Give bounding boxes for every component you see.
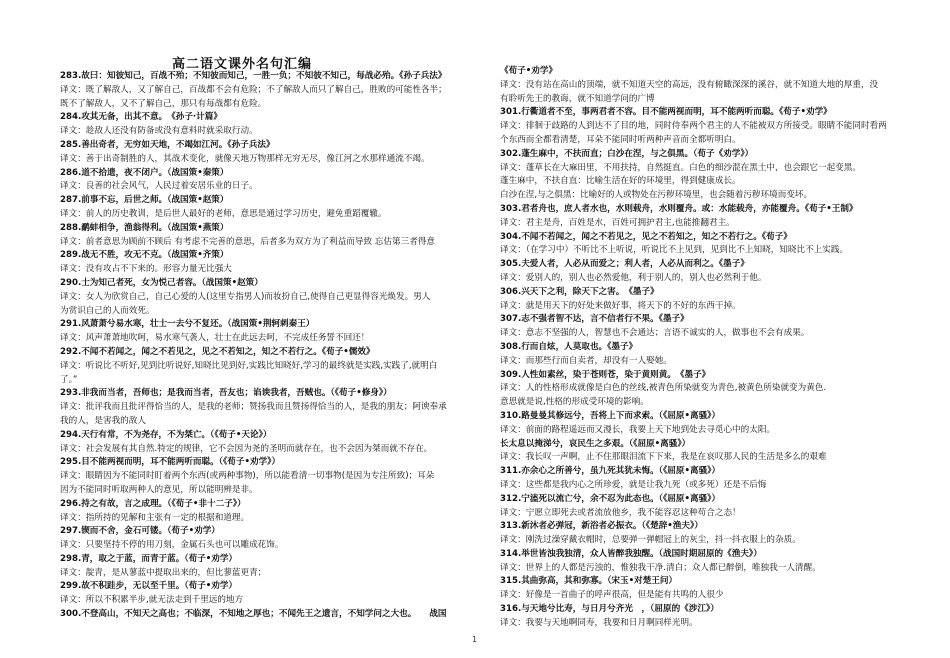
translation-line: 译文：没有攻占不下来的。形容力量无比强大 (60, 264, 232, 275)
translation-line: 译文：君主是舟，百姓是水，百姓可拥护君主,也能推翻君主。 (500, 217, 735, 228)
translation-line: 译文：世界上的人都是污浊的，惟独我干净.清白；众人都已醉倒，唯独我一人清醒。 (500, 562, 821, 573)
quote-line: 302.蓬生麻中，不扶而直；白沙在涅，与之俱黑。（荀子《劝学》） (500, 148, 754, 159)
quote-line: 290.士为知己者死，女为悦己者容。（战国策•赵策） (60, 277, 263, 288)
translation-line: 译文：良善的社会风气，人民过着安居乐业的日子。 (60, 181, 258, 192)
translation-line: 译文：（在学习中）不听比不上听说，听说比不上见到，见到比不上知晓，知晓比不上实践。 (500, 245, 849, 256)
quote-line: 307.志不强者智不达，言不信者行不果。《墨子》 (500, 314, 689, 325)
translation-line: 译文：好像是一首曲子的呼声很高，但是能有共鸣的人很少 (500, 590, 724, 601)
translation-line: 译文：蓬草长在大麻田里，不用扶持，自然挺直。白色的细沙混在黑土中，也会跟它一起变黑。 (500, 162, 861, 173)
quote-line: 292.不闻不若闻之，闻之不若见之，见之不若知之，知之不若行之。《荀子•儒效》 (60, 346, 375, 357)
translation-line: 了。” (60, 374, 78, 385)
translation-line: 译文：既了解敌人，又了解自己，百战都不会有危险；不了解敌人而只了解自己，胜败的可能性各半； (60, 84, 447, 95)
left-column (60, 70, 478, 622)
quote-line: 301.行衢道者不至，事两君者不容。目不能两视而明，耳不能两听而聪。《荀子•劝学》 (500, 107, 832, 118)
quote-line: 284.攻其无备，出其不意。 《孙子·计篇》 (60, 112, 222, 123)
quote-line: 286.道不拾遗，夜不闭户。（战国策•秦策） (60, 167, 229, 178)
quote-line: 315.其曲弥高，其和弥寡。（宋玉•对楚王问） (500, 576, 678, 587)
translation-line: 译文：没有站在高山的顶端，就不知道天空的高远，没有俯瞰深深的溪谷，就不知道大地的厚重，没 (500, 79, 879, 90)
quote-line: 306.兴天下之利，除天下之害。 《墨子》 (500, 286, 659, 297)
translation-line: 译文：趁敌人还没有防备或没有意料时就采取行动。 (60, 126, 258, 137)
quote-line: 314.举世皆浊我独清，众人皆醉我独醒。（战国时期屈原的《渔夫》） (500, 548, 762, 559)
quote-line: 303.君者舟也，庶人者水也，水则载舟，水则覆舟。或：水能载舟，亦能覆舟。《荀子•王制》 (500, 203, 858, 214)
translation-line: 译文：前人的历史教训，是后世人最好的老师，意思是通过学习历史，避免重蹈覆辙。 (60, 208, 387, 219)
quote-line: 313.新沐者必弹冠，新浴者必振衣。（《楚辞•渔夫》） (500, 521, 703, 532)
translation-line: 译文：刚洗过澡穿戴衣帽时，总要弹一弹帽冠上的灰尘，抖一抖衣服上的杂质。 (500, 535, 801, 546)
quote-line: 299.故不积跬步，无以至千里。（荀子•劝学） (60, 581, 238, 592)
translation-line: 译文：就是用天下的好处来做好事，将天下的不好的东西干掉。 (500, 300, 741, 311)
quote-line: 283.故曰：知彼知己，百战不殆；不知彼而知己，一胜一负；不知彼不知己，每战必殆。《孙子兵法》 (60, 71, 447, 81)
quote-line: 293.非我而当者，吾师也；是我而当者，吾友也；谄谀我者，吾贼也。（《荀子•修身》） (60, 388, 392, 399)
quote-line: 295.目不能两视而明，耳不能两听而聪。（《荀子•劝学》） (60, 457, 281, 468)
translation-line: 译文：我长叹一声啊，止不住那眼泪流下下来，我是在哀叹那人民的生活是多么的艰难 (500, 452, 827, 463)
translation-line: 译文：风声萧萧地吹呵，易水寒气袭人，壮士在此远去呵，不完成任务誓不回还！ (60, 333, 370, 344)
quote-line: 309.人性如素丝，染于苍则苍，染于黄则黄。 《墨子》 (500, 369, 711, 380)
quote-line: 285.善出奇者，无穷如天地，不竭如江河。《孙子兵法》 (60, 139, 275, 150)
translation-line: 译文：前面的路程遥远而又漫长，我要上天下地到处去寻觅心中的太阳。 (500, 424, 776, 435)
translation-line: 译文：前者意思为顾前不顾后 有考虑不完善的意思，后者多为双方为了利益而导致 忘估第三者得意 (60, 236, 435, 247)
quote-line: 316.与天地兮比寿，与日月兮齐光 ，（屈原的《涉江》） (500, 604, 719, 615)
translation-line: 译文：意志不坚强的人，智慧也不会通达；言语不诚实的人，做事也不会有成果。 (500, 328, 810, 339)
translation-line: 个东西而全都看清楚，耳朵不能同时听两种声音而全都听明白。 (500, 134, 741, 145)
translation-line: 既不了解敌人，又不了解自己，那只有每战都有危险。 (60, 98, 267, 109)
quote-line: 300.不登高山，不知天之高也；不临深，不知地之厚也；不闻先王之遗言，不知学问之大也。 战国 (60, 609, 447, 620)
translation-line: 我的人，是害我的敌人 (60, 415, 146, 426)
page-title: 高二语文课外名句汇编 (172, 57, 313, 72)
quote-line: 294.天行有常，不为尧存，不为桀亡。（《荀子•天论》） (60, 429, 272, 440)
quote-line: 305.夫爱人者，人必从而爱之；利人者，人必从而利之。《墨子》 (500, 259, 749, 270)
quote-line: 291.风萧萧兮易水寒，壮士一去兮不复还。（战国策•荆轲刺秦王） (60, 319, 315, 330)
quote-line: 312.宁溘死以流亡兮，余不忍为此态也。（《屈原•离骚》） (500, 493, 721, 504)
translation-line: 译文：指所持的见解和主张有一定的根据和道理。 (60, 512, 250, 523)
translation-line: 白沙在涅,与之俱黑：比喻好的人或物处在污秽环境里，也会随着污秽环境而变坏。 (500, 190, 813, 201)
quote-line: 304.不闻不若闻之，闻之不若见之，见之不若知之，知之不若行之。《荀子》 (500, 231, 792, 242)
quote-line: 《荀子•劝学》 (500, 66, 558, 76)
translation-line: 译文：徘徊于歧路的人到达不了目的地，同时侍奉两个君主的人不能被双方所接受。眼睛不能同时看两 (500, 121, 887, 132)
translation-line: 译文：所以不积累半步,就无法走到千里远的地方 (60, 595, 244, 606)
translation-line: 有聆听先王的教诲，就不知道学问的广博 (500, 93, 655, 104)
quote-line: 311.亦余心之所善兮，虽九死其犹未悔。（《屈原•离骚》） (500, 466, 721, 477)
quote-line: 长太息以掩涕兮，哀民生之多艰。（《屈原•离骚》） (500, 438, 691, 449)
translation-line: 译文：而那些行而自卖者，却没有一人娶她。 (500, 355, 672, 366)
right-column (500, 65, 892, 631)
translation-line: 译文：眼睛因为不能同时盯着两个东西(或两种事物)，所以能看清一切事物(是因为专注所致)；耳朵 (60, 471, 435, 482)
translation-line: 译文：社会发展有其自然.特定的规律，它不会因为尧的圣明而就存在，也不会因为桀而就不存在。 (60, 443, 433, 454)
translation-line: 译文：女人为欣赏自己，自己心爱的人(这里专指男人)而妆扮自己,使得自己更显得容光焕发。男人 (60, 291, 431, 302)
translation-line: 为赏识自己的人而效死。 (60, 305, 155, 316)
translation-line: 译文：爱别人的，别人也必然爱他，利于别人的，别人也必然利于他。 (500, 272, 767, 283)
quote-line: 310.路曼曼其修远兮，吾将上下而求索。（《屈原•离骚》） (500, 410, 721, 421)
translation-line: 译文：听说比不听好,见到比听说好,知晓比见到好,实践比知晓好,学习的最终就是实践,实践了,就明白 (60, 360, 438, 371)
quote-line: 289.战无不胜，攻无不克。（战国策•齐策） (60, 250, 229, 261)
translation-line: 译文：宁愿立即死去或者流放他乡，我不能容忍这种苟合之态！ (500, 507, 741, 518)
page-number: 1 (472, 635, 478, 644)
translation-line: 因为不能同时听取两种人的意见，所以能明辨是非。 (60, 484, 258, 495)
quote-line: 308.行而自炫，人莫取也。《墨子》 (500, 341, 638, 352)
translation-line: 译文：这些都是我内心之所珍爱，就是让我九死（或多死）还是不后悔 (500, 479, 767, 490)
translation-line: 译文：人的性格形成就像是白色的丝线,被青色所染就变为青色,被黄色所染就变为黄色. (500, 383, 827, 394)
quote-line: 287.前事不忘，后世之师。（战国策•赵策） (60, 195, 229, 206)
translation-line: 蓬生麻中，不扶自直：比喻生活在好的环境里，得到健康成长。 (500, 176, 741, 187)
translation-line: 意思就是说,性格的形成受环境的影响。 (500, 397, 649, 408)
quote-line: 296.持之有故，言之成理。（《荀子•非十二子》） (60, 498, 246, 509)
quote-line: 297.锲而不舍，金石可镂。（荀子•劝学） (60, 526, 220, 537)
translation-line: 译文：批评我而且批评得恰当的人，是我的老师；赞扬我而且赞扬得恰当的人，是我的朋友；阿谀奉承 (60, 402, 447, 413)
translation-line: 译文：只要坚持不停的用刀刻，金属石头也可以雕成花饰。 (60, 540, 284, 551)
translation-line: 译文：靛青，是从蓼蓝中提取出来的，但比蓼蓝更青； (60, 567, 267, 578)
translation-line: 译文：善于出奇制胜的人，其战术变化，就像天地万物那样无穷无尽，像江河之水那样通流不竭。 (60, 153, 430, 164)
quote-line: 298.青，取之于蓝，而青于蓝。（荀子•劝学） (60, 553, 238, 564)
quote-line: 288.鹬蚌相争，渔翁得利。（战国策•燕策） (60, 222, 229, 233)
translation-line: 译文：我要与天地啊同寿，我要和日月啊同样光明。 (500, 617, 698, 628)
